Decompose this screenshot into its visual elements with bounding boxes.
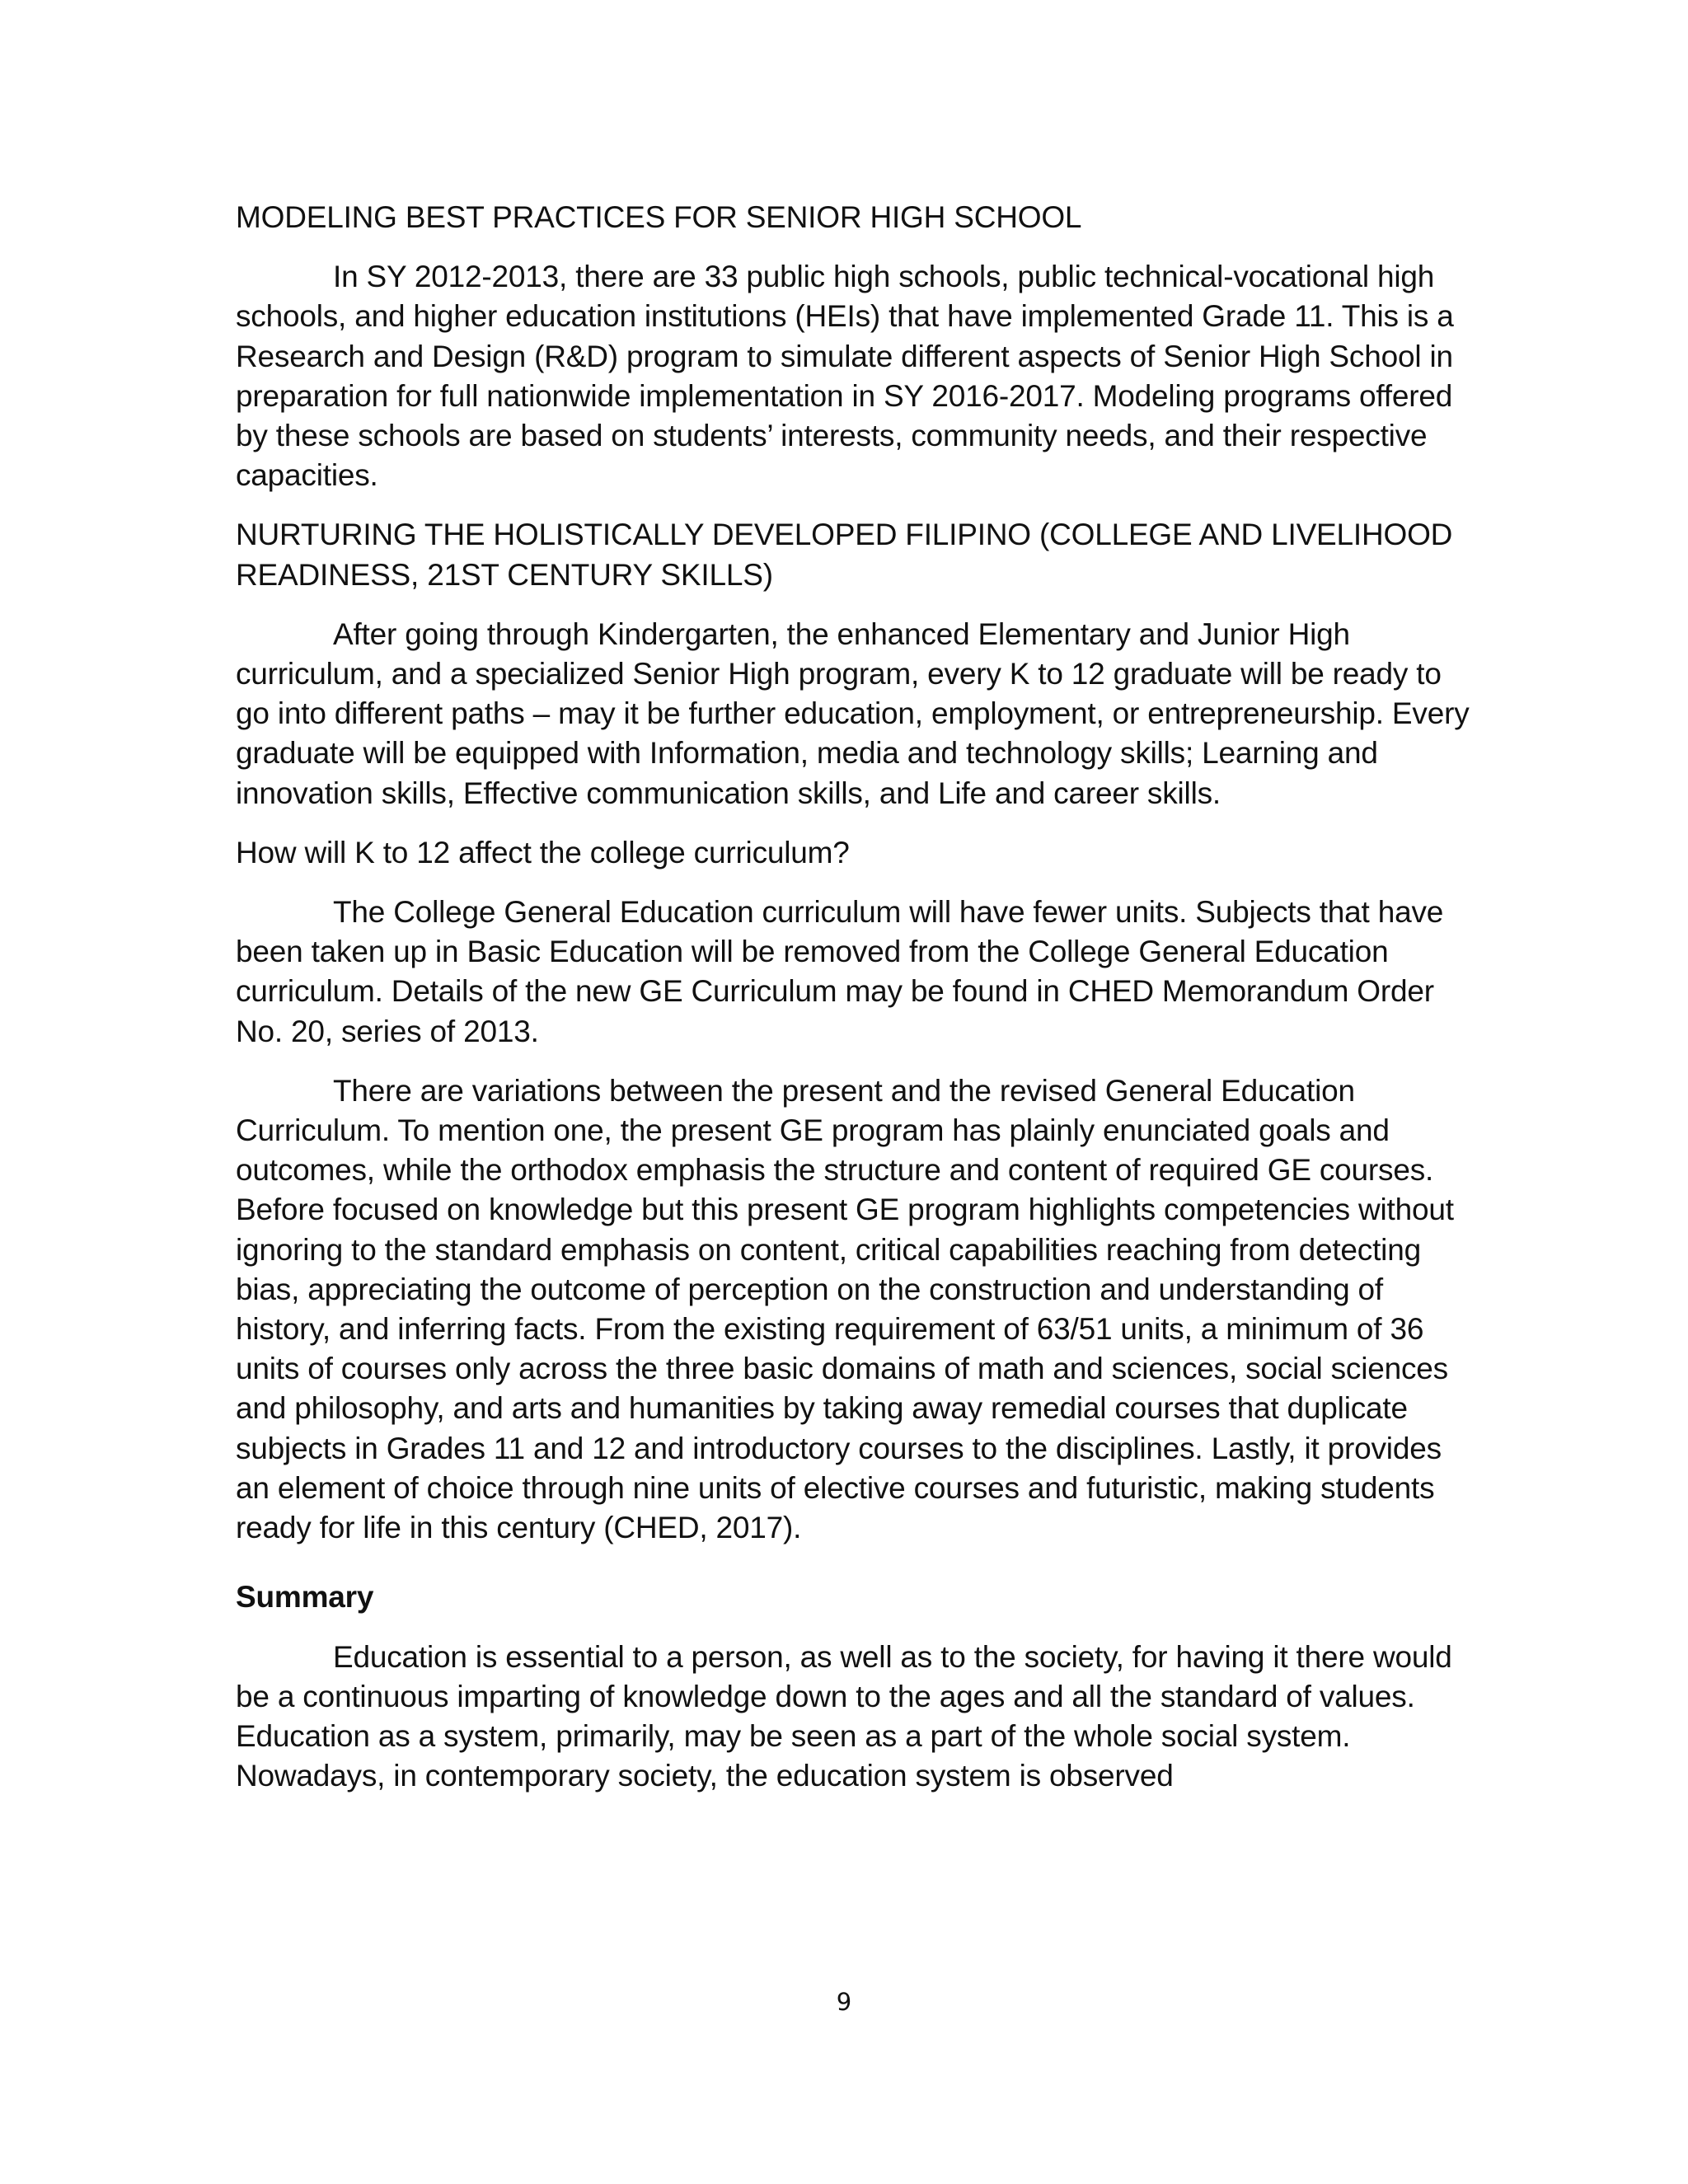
paragraph-summary: Education is essential to a person, as well as to the society, for having it there would be a continuous imparting of knowledge down to the ages and all the standard of values. Education as a system, primarily, may be seen as a part of the whole social system. Nowadays, in contemporary society, the education system is observed [236, 1639, 1452, 1793]
page-number: 9 [836, 1988, 852, 2016]
paragraph-college-ge: The College General Education curriculum will have fewer units. Subjects that have been taken up in Basic Education will be removed from the College General Education curriculum. Details of the new GE Curriculum may be found in CHED Memorandum Order No. 20, series of 2013. [236, 895, 1444, 1048]
paragraph-nurturing: After going through Kindergarten, the enhanced Elementary and Junior High curriculum, and a specialized Senior High program, every K to 12 graduate will be ready to go into different paths – may it be further education, employment, or entrepreneurship. Every graduate will be equipped with Information, media and technology skills; Learning and innovation skills, Effective communication skills, and Life and career skills. [236, 616, 1470, 810]
summary-title: Summary [236, 1580, 374, 1615]
paragraph-modeling: In SY 2012-2013, there are 33 public high schools, public technical-vocational high schools, and higher education institutions (HEIs) that have implemented Grade 11. This is a Research and Design (R&D) program to simulate different aspects of Senior High School in preparation for full nationwide implementation in SY 2016-2017. Modeling programs offered by these schools are based on students’ interests, community needs, and their respective capacities. [236, 260, 1454, 493]
page-content [236, 198, 1472, 1816]
question-heading: How will K to 12 affect the college curriculum? [236, 835, 850, 869]
section-heading-modeling: MODELING BEST PRACTICES FOR SENIOR HIGH SCHOOL [236, 200, 1082, 234]
paragraph-ge-variations: There are variations between the present and the revised General Education Curriculum. To mention one, the present GE program has plainly enunciated goals and outcomes, while the orthodox emphasis the structure and content of required GE courses. Before focused on knowledge but this present GE program highlights competencies without ignoring to the standard emphasis on content, critical capabilities reaching from detecting bias, appreciating the outcome of perception on the construction and understanding of history, and inferring facts. From the existing requirement of 63/51 units, a minimum of 36 units of courses only across the three basic domains of math and sciences, social sciences and philosophy, and arts and humanities by taking away remedial courses that duplicate subjects in Grades 11 and 12 and introductory courses to the disciplines. Lastly, it provides an element of choice through nine units of elective courses and futuristic, making students ready for life in this century (CHED, 2017). [236, 1073, 1454, 1545]
section-heading-nurturing: NURTURING THE HOLISTICALLY DEVELOPED FILIPINO (COLLEGE AND LIVELIHOOD READINESS, 21ST CENTURY SKILLS) [236, 518, 1453, 592]
